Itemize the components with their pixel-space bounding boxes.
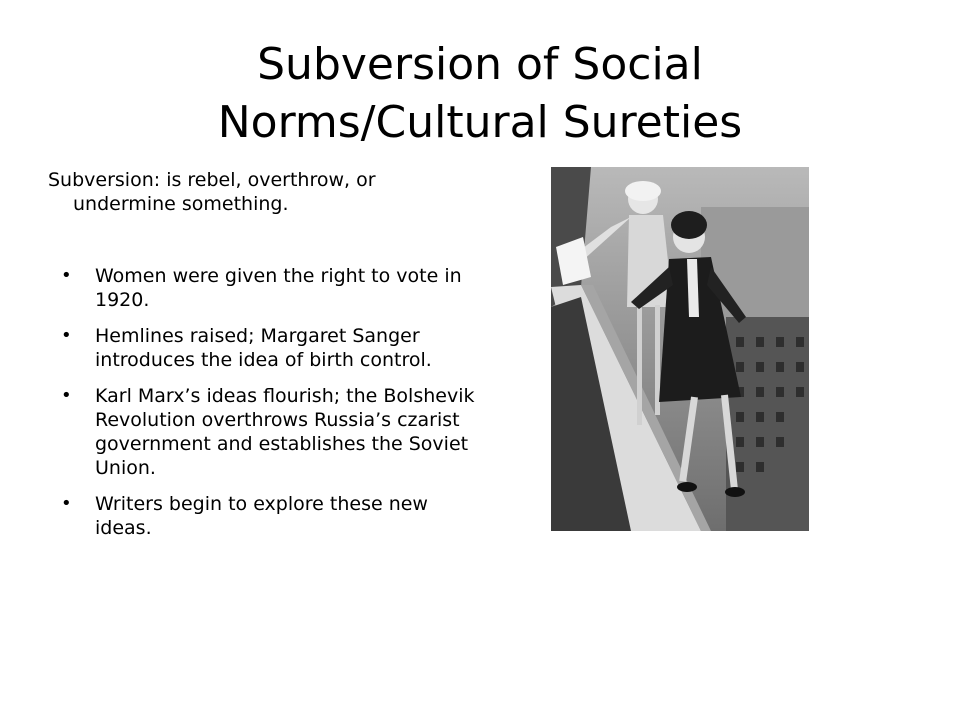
bullet-item [48,264,478,312]
bullet-icon: • [61,325,72,346]
bullet-text: Women were given the right to vote in 1920. [95,265,462,311]
bullet-icon: • [61,493,72,514]
bullet-icon: • [61,385,72,406]
bullet-item [48,492,478,540]
slide-title-line-1: Subversion of Social [257,39,703,90]
slide-title-line-2: Norms/Cultural Sureties [217,97,743,148]
bullet-list [48,264,478,540]
bullet-item [48,384,478,480]
bullet-icon: • [61,265,72,286]
photo-illustration [551,167,809,531]
bullet-item [48,324,478,372]
slide-body [48,168,478,552]
flapper-rooftop-photo [551,167,809,531]
bullet-text: Karl Marx’s ideas flourish; the Bolshevik Revolution overthrows Russia’s czarist government and establishes the Soviet Union. [95,385,475,479]
slide-title [48,36,912,152]
bullet-text: Writers begin to explore these new ideas. [95,493,428,539]
intro-definition: Subversion: is rebel, overthrow, or undermine something. [48,169,376,215]
bullet-text: Hemlines raised; Margaret Sanger introduces the idea of birth control. [95,325,432,371]
